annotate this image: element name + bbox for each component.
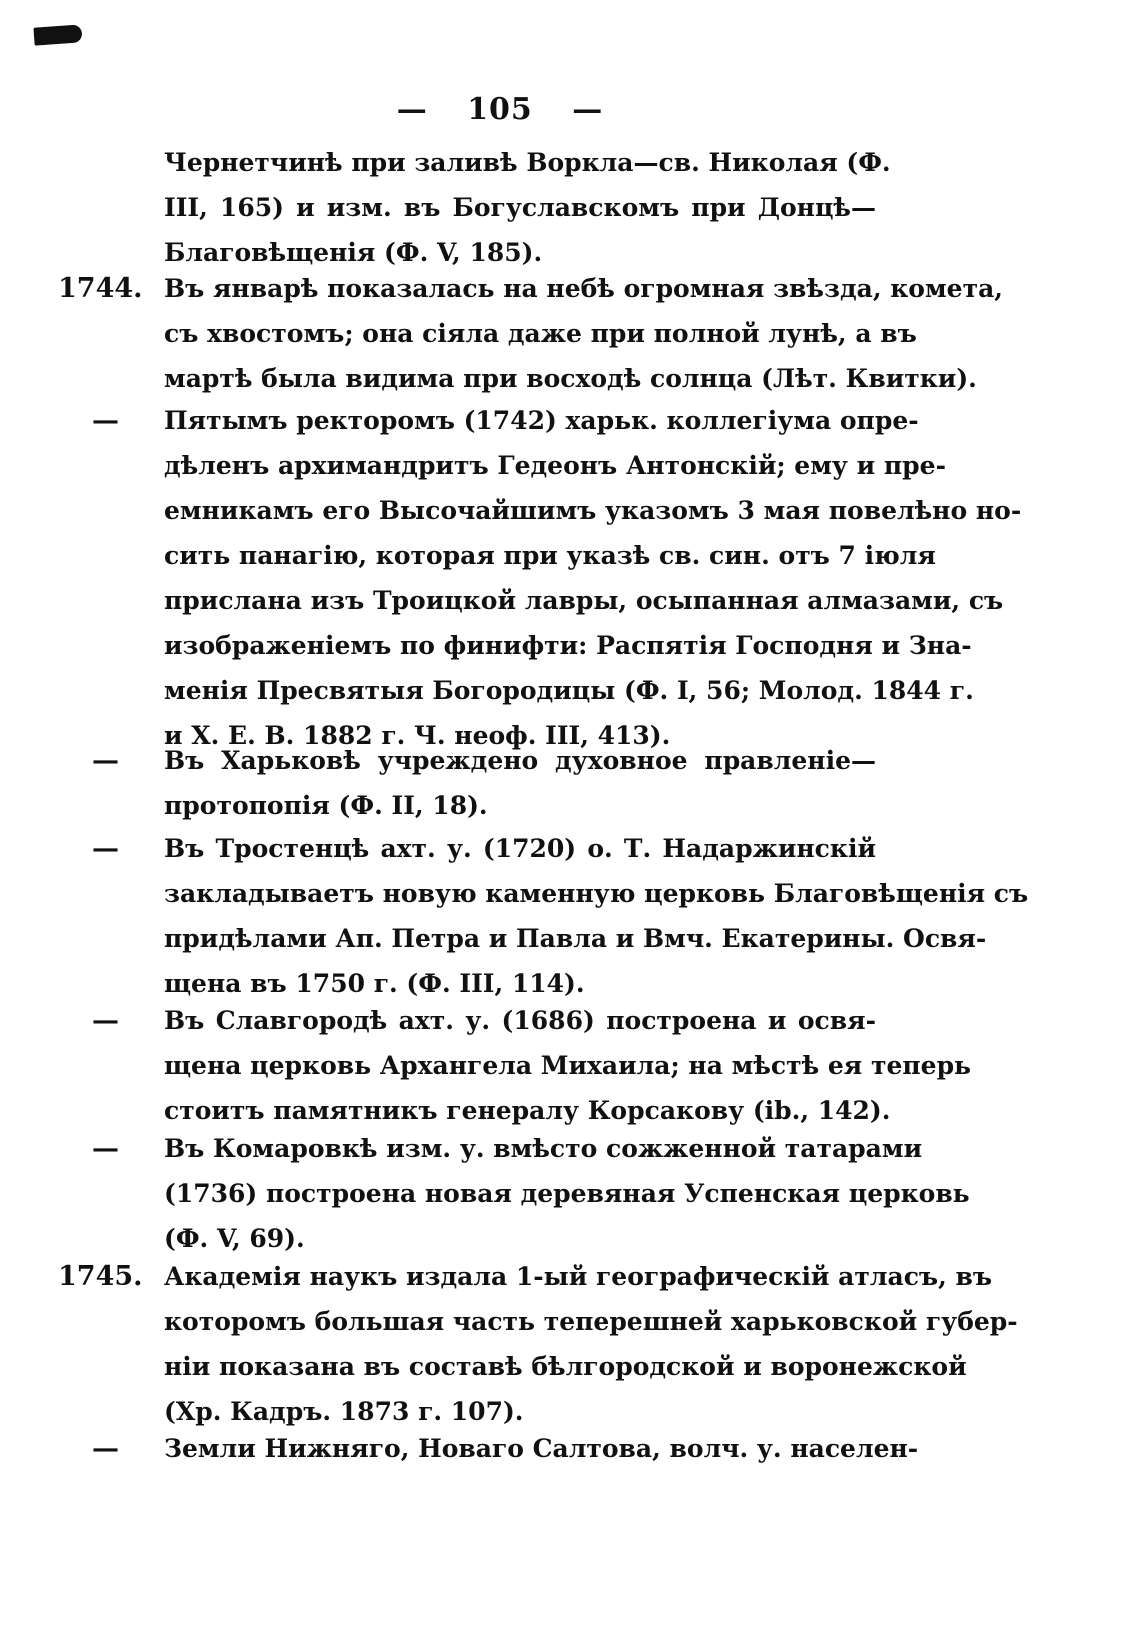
entry-text xyxy=(164,398,1022,758)
text-line: мартѣ была видима при восходѣ солнца (Лѣт. Квитки). xyxy=(164,364,977,393)
entry-text xyxy=(164,1426,919,1471)
entry-text xyxy=(164,826,1029,1006)
text-line: Земли Нижняго, Новаго Салтова, волч. у. населен- xyxy=(164,1434,919,1463)
entry-text xyxy=(164,1126,970,1261)
text-line: (Ф. V, 69). xyxy=(164,1224,305,1253)
text-line: III, 165) и изм. въ Богуславскомъ при Донцѣ— xyxy=(164,193,876,222)
entry-text xyxy=(164,266,1003,401)
text-line: Въ Харьковѣ учреждено духовное правленіе— xyxy=(164,746,876,775)
text-line: изображеніемъ по финифти: Распятія Господня и Зна- xyxy=(164,631,972,660)
text-line: щена въ 1750 г. (Ф. III, 114). xyxy=(164,969,585,998)
text-line: щена церковь Архангела Михаила; на мѣстѣ ея теперь xyxy=(164,1051,972,1080)
entry-dash-marker: — xyxy=(92,1133,119,1164)
text-line: Академія наукъ издала 1-ый географическій атласъ, въ xyxy=(164,1262,993,1291)
text-line: съ хвостомъ; она сіяла даже при полной лунѣ, а въ xyxy=(164,319,917,348)
text-line: Въ Тростенцѣ ахт. у. (1720) о. Т. Надаржинскій xyxy=(164,834,876,863)
text-line: менія Пресвятыя Богородицы (Ф. I, 56; Молод. 1844 г. xyxy=(164,676,974,705)
entry-dash-marker: — xyxy=(92,745,119,776)
page-header xyxy=(0,92,1000,127)
text-line: Пятымъ ректоромъ (1742) харьк. коллегіума опре- xyxy=(164,406,919,435)
entry-year-marker: 1745. xyxy=(58,1261,143,1292)
text-line: которомъ большая часть теперешней харьковской губер- xyxy=(164,1307,1018,1336)
text-line: дѣленъ архимандритъ Гедеонъ Антонскій; ему и пре- xyxy=(164,451,946,480)
text-line: прислана изъ Троицкой лавры, осыпанная алмазами, съ xyxy=(164,586,1004,615)
text-line: закладываетъ новую каменную церковь Благовѣщенія съ xyxy=(164,879,1029,908)
text-line: сить панагію, которая при указѣ св. син. отъ 7 іюля xyxy=(164,541,936,570)
entry-text xyxy=(164,998,972,1133)
entry-dash-marker: — xyxy=(92,833,119,864)
entry-year-marker: 1744. xyxy=(58,273,143,304)
entry-dash-marker: — xyxy=(92,1433,119,1464)
text-line: Чернетчинѣ при заливѣ Воркла—св. Николая (Ф. xyxy=(164,148,891,177)
header-dash-left: — xyxy=(396,92,428,127)
text-line: придѣлами Ап. Петра и Павла и Вмч. Екатерины. Освя- xyxy=(164,924,987,953)
text-line: протопопія (Ф. II, 18). xyxy=(164,791,488,820)
text-line: Благовѣщенія (Ф. V, 185). xyxy=(164,238,543,267)
text-line: Въ Славгородѣ ахт. у. (1686) построена и освя- xyxy=(164,1006,876,1035)
entry-text xyxy=(164,140,891,275)
text-line: (1736) построена новая деревяная Успенская церковь xyxy=(164,1179,970,1208)
corner-ink-mark xyxy=(33,24,82,45)
text-line: ніи показана въ составѣ бѣлгородской и воронежской xyxy=(164,1352,967,1381)
entry-dash-marker: — xyxy=(92,405,119,436)
header-dash-right: — xyxy=(572,92,604,127)
text-line: и Х. Е. В. 1882 г. Ч. неоф. III, 413). xyxy=(164,721,671,750)
text-line: Въ январѣ показалась на небѣ огромная звѣзда, комета, xyxy=(164,274,1003,303)
page-number: 105 xyxy=(467,92,533,127)
entry-dash-marker: — xyxy=(92,1005,119,1036)
text-line: Въ Комаровкѣ изм. у. вмѣсто сожженной татарами xyxy=(164,1134,923,1163)
text-line: емникамъ его Высочайшимъ указомъ 3 мая повелѣно но- xyxy=(164,496,1022,525)
entry-text xyxy=(164,1254,1018,1434)
text-line: (Хр. Кадръ. 1873 г. 107). xyxy=(164,1397,524,1426)
entry-text xyxy=(164,738,876,828)
text-line: стоитъ памятникъ генералу Корсакову (ib., 142). xyxy=(164,1096,891,1125)
